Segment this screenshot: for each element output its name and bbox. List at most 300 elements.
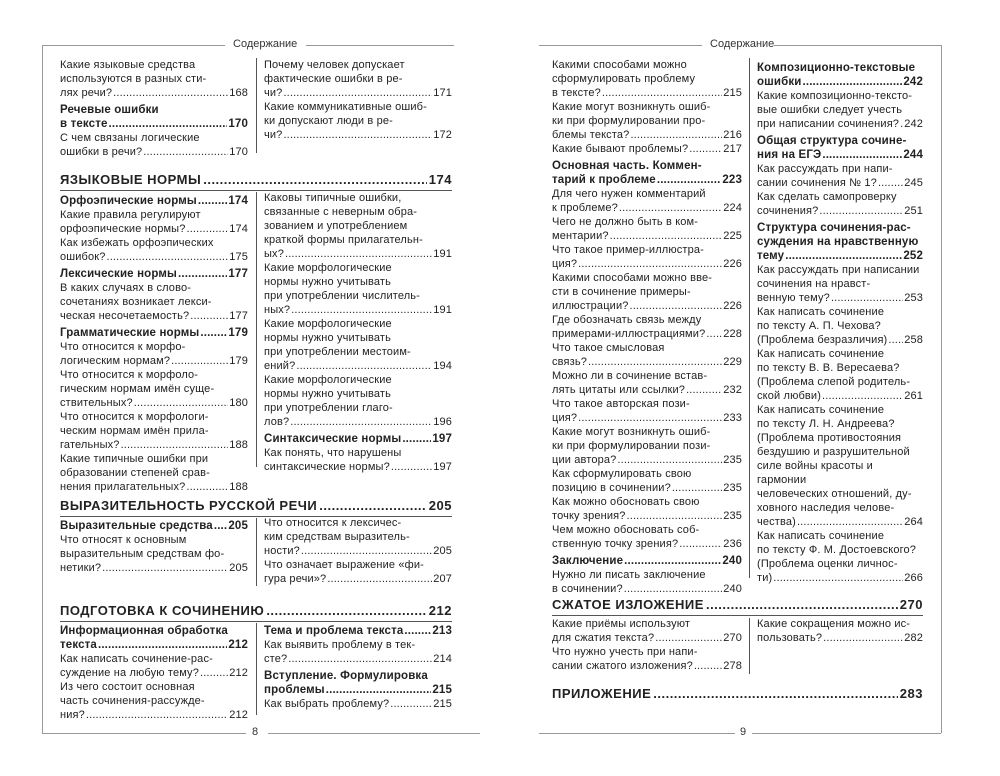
toc-entry-text: Как рассуждать при написании: [757, 264, 920, 276]
toc-subheading[interactable]: [60, 103, 248, 131]
toc-entry-final-line: [552, 128, 742, 142]
toc-page-number: 215: [723, 87, 742, 99]
toc-entry-text: лов?: [264, 416, 290, 428]
toc-entry-text: синтаксические нормы?: [264, 461, 390, 473]
dot-leader: [102, 561, 228, 575]
toc-entry-text: Что такое авторская пози-: [552, 398, 690, 410]
toc-entry-text: нормы нужно учитывать: [264, 332, 391, 344]
dot-leader: [578, 411, 722, 425]
column-divider: [256, 623, 257, 715]
toc-entry-final-line: [552, 327, 742, 341]
dot-leader: [686, 383, 722, 397]
toc-entry-final-line: [552, 142, 742, 156]
toc-page-number: 245: [904, 177, 923, 189]
dot-leader: [86, 708, 228, 722]
toc-entry-text: Синтаксические нормы: [264, 433, 402, 445]
toc-entry-text: Почему человек допускает: [264, 59, 405, 71]
toc-entry-final-line: [552, 582, 742, 596]
toc-subheading[interactable]: [757, 134, 923, 162]
frame-line: [306, 45, 454, 46]
toc-question[interactable]: [264, 516, 452, 558]
dot-leader: [200, 666, 228, 680]
toc-entry-text: Как сформулировать свою: [552, 468, 692, 480]
toc-page-number: 213: [432, 625, 452, 637]
toc-entry-text: образовании степеней срав-: [60, 467, 210, 479]
toc-entry-final-line: [60, 638, 248, 652]
frame-line: [774, 45, 941, 46]
dot-leader: [706, 597, 898, 612]
toc-entry-text: ческим нормам имён прила-: [60, 425, 209, 437]
section-heading[interactable]: [552, 597, 923, 612]
dot-leader: [619, 201, 722, 215]
toc-entry-text: Чего не должно быть в ком-: [552, 216, 699, 228]
section-title: ВЫРАЗИТЕЛЬНОСТЬ РУССКОЙ РЕЧИ: [60, 498, 318, 513]
toc-question[interactable]: [264, 446, 452, 474]
dot-leader: [888, 333, 903, 347]
toc-question[interactable]: [264, 58, 452, 100]
toc-entry-final-line: [552, 257, 742, 271]
toc-entry-final-line: [264, 683, 452, 697]
toc-column: [552, 617, 742, 673]
toc-question[interactable]: [60, 452, 248, 494]
toc-entry-text: ошибки: [757, 76, 802, 88]
toc-entry-text: к проблеме?: [552, 202, 618, 214]
toc-entry-text: суждение на любую тему?: [60, 667, 199, 679]
toc-subheading[interactable]: [552, 159, 742, 187]
toc-page-number: 174: [229, 223, 248, 235]
toc-entry-text: тарий к проблеме: [552, 174, 656, 186]
toc-entry-final-line: [264, 572, 452, 586]
dot-leader: [283, 128, 432, 142]
toc-entry-text: Что относят к основным: [60, 534, 187, 546]
dot-leader: [822, 148, 902, 162]
toc-entry-final-line: [757, 176, 923, 190]
toc-entry-text: нения прилагательных?: [60, 481, 186, 493]
dot-leader: [900, 117, 903, 131]
toc-subheading[interactable]: [757, 221, 923, 263]
dot-leader: [203, 172, 427, 187]
toc-entry-final-line: [60, 480, 248, 494]
section-heading[interactable]: [60, 498, 452, 513]
toc-entry-text: ки при формулировании пози-: [552, 440, 711, 452]
toc-page-number: 228: [723, 328, 742, 340]
toc-entry-text: чества): [757, 516, 796, 528]
toc-page-number: 196: [433, 416, 452, 428]
toc-entry-text: бездушию и разрушительной: [757, 446, 910, 458]
toc-entry-text: ственную точку зрения?: [552, 538, 679, 550]
right-page: [520, 0, 1000, 776]
toc-question[interactable]: [552, 495, 742, 523]
page-number-left: 8: [252, 726, 259, 738]
toc-entry-text: ти): [757, 572, 773, 584]
toc-entry-text: вые ошибки следует учесть: [757, 104, 903, 116]
toc-page-number: 170: [229, 146, 248, 158]
toc-page-number: 191: [433, 304, 452, 316]
toc-question[interactable]: [757, 305, 923, 347]
toc-entry-text: блемы текста?: [552, 129, 630, 141]
section-page-number: 212: [428, 603, 452, 618]
toc-page-number: 261: [904, 390, 923, 402]
toc-page-number: 236: [723, 538, 742, 550]
toc-page-number: 212: [228, 639, 248, 651]
column-divider: [256, 58, 257, 153]
toc-column: [60, 58, 248, 159]
toc-entry-final-line: [264, 697, 452, 711]
toc-entry-text: Какими способами можно: [552, 59, 687, 71]
toc-entry-final-line: [60, 309, 248, 323]
toc-entry-final-line: [552, 355, 742, 369]
toc-entry-text: Что относится к морфо-: [60, 341, 186, 353]
toc-page-number: 215: [433, 698, 452, 710]
toc-entry-text: Выразительные средства: [60, 520, 213, 532]
toc-entry-text: ция?: [552, 412, 578, 424]
toc-entry-final-line: [264, 359, 452, 373]
dot-leader: [391, 460, 432, 474]
toc-entry-text: примерами-иллюстрациями?: [552, 328, 706, 340]
toc-entry-text: Какие типичные ошибки при: [60, 453, 209, 465]
frame-line: [42, 733, 246, 734]
dot-leader: [610, 229, 723, 243]
toc-entry-text: Грамматические нормы: [60, 327, 200, 339]
dot-leader: [200, 326, 227, 340]
toc-entry-text: Какие морфологические: [264, 262, 392, 274]
toc-page-number: 282: [904, 632, 923, 644]
section-heading[interactable]: [552, 686, 923, 701]
toc-question[interactable]: [60, 533, 248, 575]
toc-question[interactable]: [60, 652, 248, 680]
toc-subheading[interactable]: [60, 519, 248, 533]
toc-entry-text: при употреблении глаго-: [264, 402, 393, 414]
toc-page-number: 168: [229, 87, 248, 99]
section-rule: [552, 615, 923, 616]
toc-question[interactable]: [757, 89, 923, 131]
toc-question[interactable]: [552, 215, 742, 243]
frame-line: [752, 733, 941, 734]
toc-subheading[interactable]: [552, 554, 742, 568]
toc-entry-final-line: [757, 515, 923, 529]
toc-entry-final-line: [264, 460, 452, 474]
toc-question[interactable]: [264, 317, 452, 373]
toc-page-number: 205: [229, 562, 248, 574]
toc-subheading[interactable]: [264, 432, 452, 446]
dot-leader: [404, 624, 431, 638]
toc-column: [60, 191, 248, 494]
dot-leader: [186, 480, 228, 494]
toc-question[interactable]: [757, 263, 923, 305]
toc-entry-text: позицию в сочинении?: [552, 482, 671, 494]
toc-entry-text: нормы нужно учитывать: [264, 388, 391, 400]
toc-entry-text: ния?: [60, 709, 85, 721]
toc-entry-text: Речевые ошибки: [60, 104, 159, 116]
toc-question[interactable]: [552, 58, 742, 100]
dot-leader: [98, 638, 227, 652]
toc-question[interactable]: [552, 617, 742, 645]
toc-question[interactable]: [264, 697, 452, 711]
toc-page-number: 253: [904, 292, 923, 304]
toc-entry-text: ых?: [264, 248, 284, 260]
frame-line: [539, 45, 702, 46]
dot-leader: [291, 303, 432, 317]
toc-question[interactable]: [552, 142, 742, 156]
toc-entry-final-line: [552, 537, 742, 551]
column-divider: [256, 192, 257, 467]
toc-question[interactable]: [264, 373, 452, 429]
toc-subheading[interactable]: [60, 624, 248, 652]
toc-entry-text: в сочинении?: [552, 583, 623, 595]
toc-entry-text: Как выявить проблему в тек-: [264, 639, 416, 651]
section-page-number: 205: [428, 498, 452, 513]
toc-entry-final-line: [552, 201, 742, 215]
toc-entry-final-line: [60, 326, 248, 340]
toc-page-number: 188: [229, 439, 248, 451]
toc-entry-final-line: [60, 666, 248, 680]
dot-leader: [624, 554, 721, 568]
toc-question[interactable]: [552, 369, 742, 397]
toc-entry-text: Что относится к морфоло-: [60, 369, 199, 381]
toc-subheading[interactable]: [60, 267, 248, 281]
section-title: СЖАТОЕ ИЗЛОЖЕНИЕ: [552, 597, 704, 612]
section-heading[interactable]: [60, 172, 452, 187]
toc-question[interactable]: [60, 131, 248, 159]
dot-leader: [296, 359, 432, 373]
toc-question[interactable]: [60, 281, 248, 323]
toc-entry-text: иллюстрации?: [552, 300, 629, 312]
dot-leader: [878, 176, 903, 190]
toc-entry-text: точку зрения?: [552, 510, 626, 522]
toc-entry-text: В каких случаях в слово-: [60, 282, 192, 294]
toc-entry-text: Какие приёмы используют: [552, 618, 691, 630]
toc-entry-text: лять цитаты или ссылки?: [552, 384, 686, 396]
toc-question[interactable]: [757, 529, 923, 585]
toc-entry-final-line: [757, 389, 923, 403]
toc-question[interactable]: [757, 190, 923, 218]
toc-question[interactable]: [264, 261, 452, 317]
toc-question[interactable]: [552, 341, 742, 369]
dot-leader: [390, 697, 432, 711]
toc-entry-text: Что такое смысловая: [552, 342, 665, 354]
toc-question[interactable]: [264, 100, 452, 142]
dot-leader: [326, 683, 432, 697]
toc-question[interactable]: [264, 191, 452, 261]
toc-question[interactable]: [552, 645, 742, 673]
toc-question[interactable]: [60, 340, 248, 368]
toc-page-number: 172: [433, 129, 452, 141]
toc-entry-text: по тексту Ф. М. Достоевского?: [757, 544, 917, 556]
dot-leader: [301, 544, 432, 558]
column-divider: [749, 618, 750, 674]
section-heading[interactable]: [60, 603, 452, 618]
toc-entry-text: Как написать сочинение-рас-: [60, 653, 213, 665]
toc-column: [757, 617, 923, 645]
toc-page-number: 194: [433, 360, 452, 372]
toc-column: [264, 58, 452, 142]
toc-entry-text: Чем можно обосновать соб-: [552, 524, 700, 536]
toc-entry-text: проблемы: [264, 684, 325, 696]
toc-question[interactable]: [552, 467, 742, 495]
toc-entry-text: сании сжатого изложения?: [552, 660, 693, 672]
toc-page-number: 205: [433, 545, 452, 557]
toc-question[interactable]: [552, 243, 742, 271]
toc-entry-final-line: [552, 86, 742, 100]
toc-entry-text: сании сочинения № 1?: [757, 177, 877, 189]
toc-entry-final-line: [757, 631, 923, 645]
toc-entry-text: ений?: [264, 360, 296, 372]
dot-leader: [819, 204, 903, 218]
toc-entry-final-line: [264, 86, 452, 100]
toc-question[interactable]: [552, 523, 742, 551]
toc-entry-text: Что такое пример-иллюстра-: [552, 244, 704, 256]
dot-leader: [624, 582, 722, 596]
toc-question[interactable]: [552, 397, 742, 425]
toc-page-number: 179: [229, 355, 248, 367]
frame-line: [42, 45, 43, 733]
toc-entry-text: Что относится к лексичес-: [264, 517, 402, 529]
left-page: [20, 0, 500, 776]
toc-page-number: 223: [722, 174, 742, 186]
toc-entry-text: Какие могут возникнуть ошиб-: [552, 101, 711, 113]
toc-page-number: 235: [723, 482, 742, 494]
toc-entry-text: Как написать сочинение: [757, 530, 885, 542]
dot-leader: [831, 291, 903, 305]
toc-entry-text: Что означает выражение «фи-: [264, 559, 424, 571]
toc-entry-text: используются в разных сти-: [60, 73, 207, 85]
toc-question[interactable]: [552, 271, 742, 313]
toc-page-number: 197: [433, 461, 452, 473]
toc-page-number: 170: [228, 118, 248, 130]
toc-page-number: 171: [433, 87, 452, 99]
toc-entry-final-line: [264, 624, 452, 638]
toc-entry-text: человеческих отношений, ду-: [757, 488, 912, 500]
frame-line: [42, 45, 225, 46]
toc-subheading[interactable]: [60, 326, 248, 340]
page-number-right: 9: [740, 726, 747, 738]
toc-entry-text: по тексту Л. Н. Андреева?: [757, 418, 895, 430]
toc-entry-text: Какие языковые средства: [60, 59, 196, 71]
toc-entry-final-line: [60, 561, 248, 575]
toc-entry-text: ошибки в речи?: [60, 146, 143, 158]
dot-leader: [617, 453, 722, 467]
toc-entry-text: нормы нужно учитывать: [264, 276, 391, 288]
running-head-left: Содержание: [233, 38, 298, 50]
dot-leader: [113, 86, 228, 100]
toc-page-number: 215: [432, 684, 452, 696]
dot-leader: [187, 222, 229, 236]
toc-question[interactable]: [757, 403, 923, 529]
toc-page-number: 233: [723, 412, 742, 424]
toc-question[interactable]: [264, 558, 452, 586]
toc-entry-text: (Проблема слепой родитель-: [757, 376, 911, 388]
toc-entry-text: ментарии?: [552, 230, 609, 242]
toc-entry-final-line: [60, 194, 248, 208]
toc-subheading[interactable]: [60, 194, 248, 208]
dot-leader: [319, 498, 427, 513]
toc-entry-text: ки при формулировании про-: [552, 115, 706, 127]
toc-entry-text: ствительных?: [60, 397, 133, 409]
toc-question[interactable]: [264, 638, 452, 666]
toc-entry-text: логическим нормам?: [60, 355, 171, 367]
toc-page-number: 216: [723, 129, 742, 141]
toc-page-number: 240: [722, 555, 742, 567]
toc-question[interactable]: [552, 100, 742, 142]
toc-page-number: 224: [723, 202, 742, 214]
toc-entry-text: сте?: [264, 653, 288, 665]
toc-entry-text: Как написать сочинение: [757, 348, 885, 360]
toc-page-number: 240: [723, 583, 742, 595]
toc-question[interactable]: [60, 208, 248, 236]
toc-question[interactable]: [60, 680, 248, 722]
running-head-right: Содержание: [710, 38, 775, 50]
toc-entry-text: по тексту В. В. Вересаева?: [757, 362, 900, 374]
toc-entry-text: Как можно обосновать свою: [552, 496, 700, 508]
toc-page-number: 205: [228, 520, 248, 532]
toc-entry-final-line: [757, 333, 923, 347]
dot-leader: [283, 86, 432, 100]
toc-entry-final-line: [60, 145, 248, 159]
toc-entry-final-line: [60, 267, 248, 281]
toc-entry-text: краткой формы прилагательн-: [264, 234, 423, 246]
toc-entry-text: ки допускают люди в ре-: [264, 115, 393, 127]
toc-entry-text: Как выбрать проблему?: [264, 698, 390, 710]
toc-question[interactable]: [757, 617, 923, 645]
toc-question[interactable]: [552, 425, 742, 467]
toc-page-number: 229: [723, 356, 742, 368]
toc-entry-text: (Проблема безразличия): [757, 334, 888, 346]
toc-entry-final-line: [60, 519, 248, 533]
frame-line: [941, 45, 942, 733]
toc-entry-final-line: [552, 554, 742, 568]
toc-entry-final-line: [60, 396, 248, 410]
toc-question[interactable]: [60, 236, 248, 264]
toc-page-number: 264: [904, 516, 923, 528]
toc-page-number: 191: [433, 248, 452, 260]
toc-question[interactable]: [552, 313, 742, 341]
toc-subheading[interactable]: [757, 61, 923, 89]
toc-entry-text: Каковы типичные ошибки,: [264, 192, 402, 204]
toc-question[interactable]: [552, 568, 742, 596]
dot-leader: [655, 631, 722, 645]
toc-question[interactable]: [552, 187, 742, 215]
toc-page-number: 212: [229, 709, 248, 721]
toc-entry-text: сформулировать проблему: [552, 73, 696, 85]
toc-entry-text: связь?: [552, 356, 587, 368]
toc-entry-text: ошибок?: [60, 251, 106, 263]
toc-entry-final-line: [552, 411, 742, 425]
toc-question[interactable]: [757, 162, 923, 190]
toc-column: [264, 191, 452, 474]
toc-question[interactable]: [60, 58, 248, 100]
toc-question[interactable]: [60, 368, 248, 410]
toc-page-number: 252: [903, 250, 923, 262]
toc-page-number: 266: [904, 572, 923, 584]
section-page-number: 283: [899, 686, 923, 701]
toc-entry-text: Для чего нужен комментарий: [552, 188, 706, 200]
section-title: ПРИЛОЖЕНИЕ: [552, 686, 652, 701]
toc-page-number: 177: [229, 310, 248, 322]
toc-page-number: 225: [723, 230, 742, 242]
dot-leader: [198, 194, 227, 208]
toc-question[interactable]: [60, 410, 248, 452]
toc-page-number: 270: [723, 632, 742, 644]
toc-entry-text: венную тему?: [757, 292, 830, 304]
toc-subheading[interactable]: [264, 624, 452, 638]
dot-leader: [266, 603, 426, 618]
toc-entry-text: тему: [757, 250, 785, 262]
dot-leader: [143, 145, 228, 159]
toc-entry-text: Вступление. Формулировка: [264, 670, 428, 682]
toc-entry-text: в тексте: [60, 118, 108, 130]
toc-question[interactable]: [757, 347, 923, 403]
toc-subheading[interactable]: [264, 669, 452, 697]
